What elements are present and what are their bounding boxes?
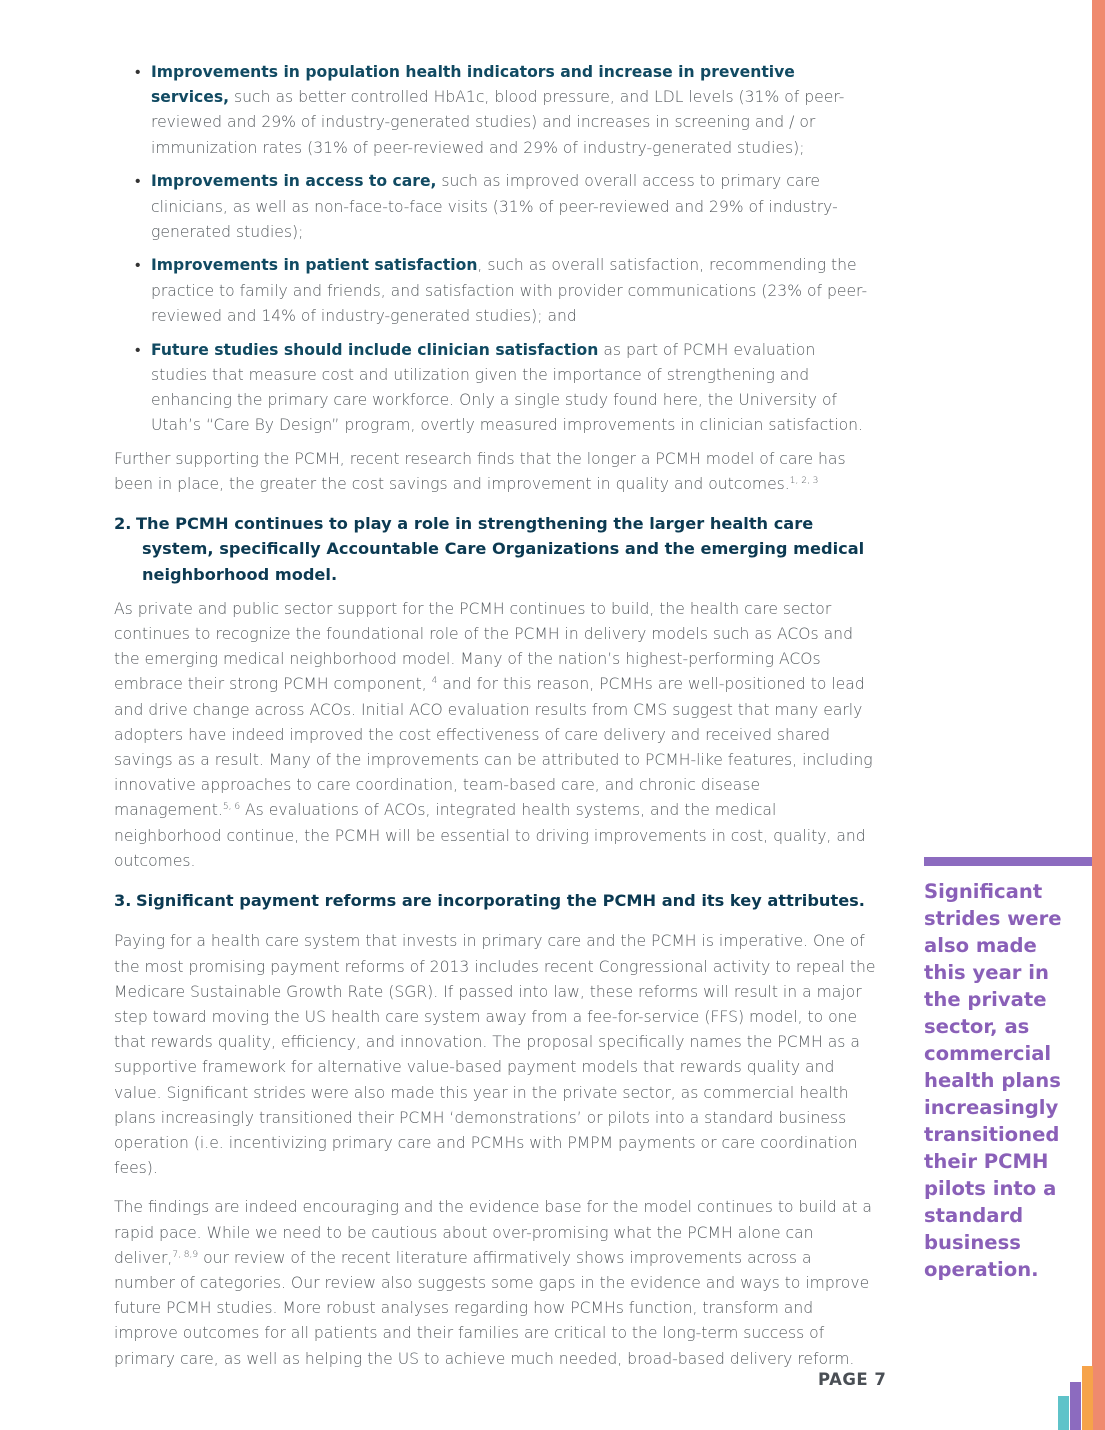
bullet-text: , such as overall satisfaction, recommending the practice to family and friends, and satisfaction with provider communications (23% of peer-reviewed and 14% of industry-generated studies); and bbox=[151, 256, 868, 325]
paragraph-further-supporting: Further supporting the PCMH, recent research finds that the longer a PCMH model of care has been in place, the greater the cost savings and improvement in quality and outcomes.$^{1, 2, 3}$ bbox=[114, 449, 846, 494]
bullet-text: such as improved overall access to primary care clinicians, as well as non-face-to-face visits (31% of peer-reviewed and 29% of industry-generated studies); bbox=[151, 172, 838, 241]
bullet-lead: Improvements in patient satisfaction bbox=[151, 256, 478, 275]
bullet-lead: Improvements in access to care, bbox=[151, 172, 437, 191]
section-title: Significant payment reforms are incorporating the PCMH and its key attributes. bbox=[136, 891, 865, 911]
section-3-heading bbox=[114, 888, 876, 913]
findings-list bbox=[114, 60, 876, 438]
decorative-bar-purple bbox=[1070, 1382, 1081, 1430]
section-number: 3. bbox=[114, 891, 132, 911]
bullet-lead: Improvements in population health indicators and increase in preventive services, bbox=[151, 63, 795, 107]
decorative-bar-teal bbox=[1058, 1396, 1069, 1430]
list-item bbox=[151, 169, 876, 245]
citation: 5, 6 bbox=[222, 802, 241, 813]
section-number: 2. bbox=[114, 514, 132, 534]
citation: 1, 2, 3 bbox=[789, 476, 819, 487]
section-3-body-1: Paying for a health care system that invests in primary care and the PCMH is imperative. One of the most promising payment reforms of 2013 includes recent Congressional activity to repeal the Medicare Sustainable Growth Rate (SGR). If passed into law, these reforms will result in a major step toward moving the US health care system away from a fee-for-service (FFS) model, to one that rewards quality, efficiency, and innovation. The proposal specifically names the PCMH as a supportive framework for alternative value-based payment models that rewards quality and value. Significant strides were also made this year in the private sector, as commercial health plans increasingly transitioned their PCMH ‘demonstrations’ or pilots into a standard business operation (i.e. incentivizing primary care and PCMHs with PMPM payments or care coordination fees). bbox=[114, 932, 876, 1178]
bullet-lead: Future studies should include clinician satisfaction bbox=[151, 340, 599, 359]
list-item bbox=[151, 253, 876, 329]
pullquote-divider bbox=[924, 857, 1092, 866]
section-2-heading bbox=[114, 511, 876, 587]
section-3-body-2: The findings are indeed encouraging and the evidence base for the model continues to build at a rapid pace. While we need to be cautious about over-promising what the PCMH alone can deliver,$^{7, 8,9}$ our review of the recent literature affirmatively shows improvements across a number of categories. Our review also suggests some gaps in the evidence and ways to improve future PCMH studies. More robust analyses regarding how PCMHs function, transform and improve outcomes for all patients and their families are critical to the long-term success of primary care, as well as helping the US to achieve much needed, broad-based delivery reform. bbox=[114, 1198, 872, 1368]
bullet-text: such as better controlled HbA1c, blood pressure, and LDL levels (31% of peer-reviewed and 29% of industry-generated studies) and increases in screening and / or immunization rates (31% of peer-reviewed and 29% of industry-generated studies); bbox=[151, 88, 845, 157]
decorative-edge-strip bbox=[1092, 0, 1105, 1430]
pullquote: Significant strides were also made this year in the private sector, as commercial health plans increasingly transitioned their PCMH pilots into a standard business operation. bbox=[924, 880, 1062, 1281]
section-2-body: As private and public sector support for the PCMH continues to build, the health care sector continues to recognize the foundational role of the PCMH in delivery models such as ACOs and the emerging medical neighborhood model. Many of the nation’s highest-performing ACOs embrace their strong PCMH component, $^4$ and for this reason, PCMHs are well-positioned to lead and drive change across ACOs. Initial ACO evaluation results from CMS suggest that many early adopters have indeed improved the cost effectiveness of care delivery and received shared savings as a result. Many of the improvements can be attributed to PCMH-like features, including innovative approaches to care coordination, team-based care, and chronic disease management.$^{5, 6}$ As evaluations of ACOs, integrated health systems, and the medical neighborhood continue, the PCMH will be essential to driving improvements in cost, quality, and outcomes. bbox=[114, 599, 873, 870]
list-item bbox=[151, 60, 876, 161]
decorative-bar-orange bbox=[1082, 1366, 1093, 1430]
citation: 4 bbox=[431, 676, 438, 687]
main-content bbox=[114, 60, 876, 1386]
bullet-text: as part of PCMH evaluation studies that measure cost and utilization given the importance of strengthening and enhancing the primary care workforce. Only a single study found here, the University of Utah’s “Care By Design” program, overtly measured improvements in clinician satisfaction. bbox=[151, 340, 864, 435]
list-item bbox=[151, 338, 876, 439]
section-title: The PCMH continues to play a role in strengthening the larger health care system, specifically Accountable Care Organizations and the emerging medical neighborhood model. bbox=[136, 514, 865, 584]
page-number: PAGE 7 bbox=[818, 1370, 887, 1389]
citation: 7, 8,9 bbox=[172, 1249, 199, 1260]
